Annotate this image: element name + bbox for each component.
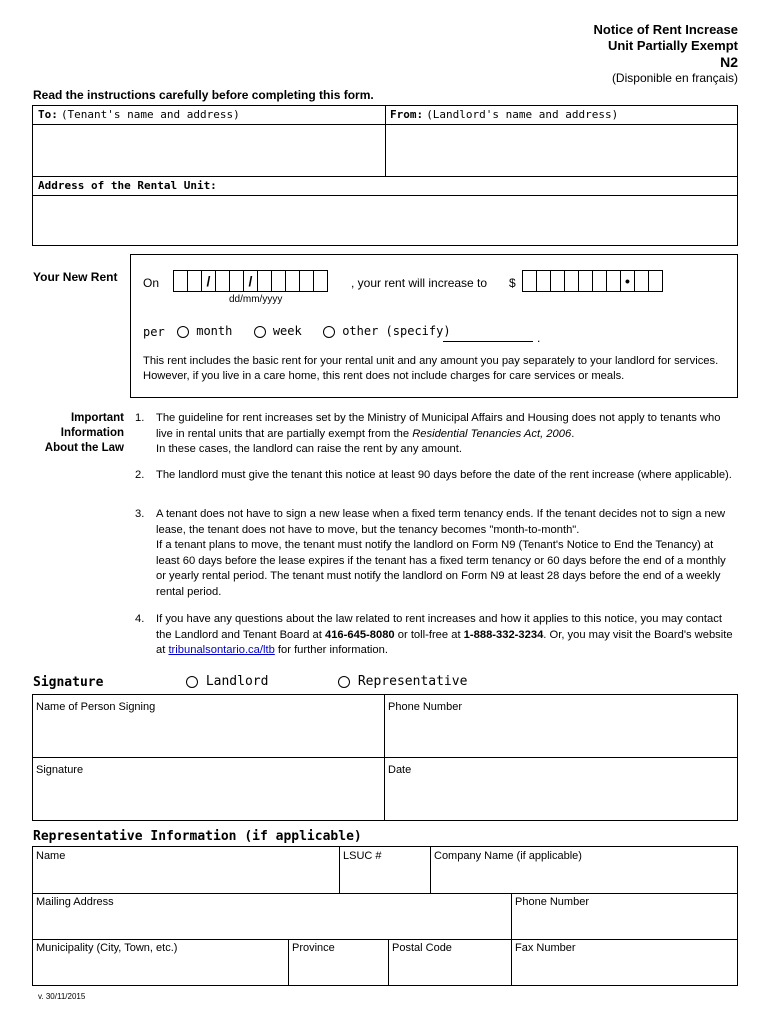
- form-header: [594, 22, 739, 86]
- signature-box: [32, 694, 738, 821]
- fax-input[interactable]: [513, 956, 735, 983]
- to-label: To: (Tenant's name and address): [38, 108, 240, 121]
- rep-name-input[interactable]: [34, 864, 337, 891]
- rent-note: This rent includes the basic rent for your rental unit and any amount you pay separately to your landlord for services. However, if you live in a care home, this rent does not include charges for care services or meals.: [143, 355, 719, 382]
- province-label: Province: [292, 942, 335, 954]
- landlord-radio[interactable]: [186, 676, 198, 688]
- rental-address-label: Address of the Rental Unit:: [38, 179, 217, 192]
- name-signing-input[interactable]: [34, 715, 382, 755]
- name-signing-label: Name of Person Signing: [36, 701, 156, 713]
- postal-input[interactable]: [390, 956, 509, 983]
- form-title: Notice of Rent Increase: [593, 22, 738, 37]
- form-subtitle: Unit Partially Exempt: [607, 38, 738, 53]
- instructions: Read the instructions carefully before completing this form.: [33, 88, 374, 102]
- company-label: Company Name (if applicable): [434, 850, 582, 862]
- company-input[interactable]: [432, 864, 735, 891]
- info-item-2: 2. The landlord must give the tenant this notice at least 90 days before the date of the rent increase (where applicable).: [135, 469, 732, 481]
- municipality-input[interactable]: [34, 956, 286, 983]
- to-from-box: [32, 105, 738, 177]
- rep-info-title: Representative Information (if applicable): [33, 829, 362, 844]
- info-item-1: 1. The guideline for rent increases set by the Ministry of Municipal Affairs and Housing does not apply to tenants who live in rental units that are partially exempt from the Residential Tenancies Act, 2006. In these cases, the landlord can raise the rent by any amount.: [135, 412, 721, 455]
- representative-radio[interactable]: [338, 676, 350, 688]
- period-options: month week other (specify): [177, 324, 451, 338]
- increase-text: , your rent will increase to: [351, 276, 488, 290]
- fax-label: Fax Number: [515, 942, 576, 954]
- form-code: N2: [720, 54, 738, 70]
- representative-option: Representative: [338, 674, 467, 689]
- info-item-3: 3. A tenant does not have to sign a new lease when a fixed term tenancy ends. If the tenant decides not to sign a new lease, the tenant does not have to move, but the tenancy becomes "month-to-month". If a tenant plans to move, the tenant must notify the landlord on Form N9 (Tenant's Notice to End the Tenancy) at least 60 days before the lease expires if the tenant has a fixed term tenancy or 60 days before the end of a monthly or yearly rental period. The tenant must notify the landlord on Form N9 at least 28 days before the end of a weekly rental period.: [135, 508, 726, 598]
- municipality-label: Municipality (City, Town, etc.): [36, 942, 178, 954]
- signature-title: Signature: [33, 675, 104, 690]
- per-label: per: [143, 325, 165, 339]
- on-label: On: [143, 276, 160, 290]
- new-rent-box: [130, 254, 738, 398]
- to-input[interactable]: [34, 125, 384, 175]
- info-item-4: 4. If you have any questions about the law related to rent increases and how it applies to this notice, you may contact the Landlord and Tenant Board at 416-645-8080 or toll-free at 1-888-332-3234. Or, you may visit the Board's website at tribunalsontario.ca/ltb for further information.: [135, 613, 733, 656]
- mailing-label: Mailing Address: [36, 896, 114, 908]
- mailing-input[interactable]: [34, 910, 509, 937]
- rent-amount-field[interactable]: [522, 270, 663, 292]
- landlord-option: Landlord: [186, 674, 268, 689]
- other-specify-input[interactable]: [443, 341, 533, 342]
- period-end: .: [537, 331, 541, 345]
- french-note: (Disponible en français): [611, 71, 738, 85]
- rep-phone-input[interactable]: [513, 910, 735, 937]
- rep-phone-label: Phone Number: [515, 896, 589, 908]
- new-rent-label: Your New Rent: [33, 270, 118, 284]
- rep-info-box: [32, 846, 738, 986]
- phone-label: Phone Number: [388, 701, 462, 713]
- important-label: Important Information About the Law: [44, 412, 124, 454]
- lsuc-label: LSUC #: [343, 850, 382, 862]
- rental-address-input[interactable]: [34, 196, 736, 244]
- date-field[interactable]: [173, 270, 328, 292]
- week-radio[interactable]: [254, 326, 266, 338]
- from-label: From: (Landlord's name and address): [390, 108, 619, 121]
- rental-address-box: [32, 176, 738, 246]
- postal-label: Postal Code: [392, 942, 452, 954]
- date-sep-1: /: [201, 270, 216, 292]
- ltb-website-link[interactable]: tribunalsontario.ca/ltb: [168, 644, 275, 656]
- date-sep-2: /: [243, 270, 258, 292]
- dollar-sign: $: [509, 276, 516, 290]
- signature-label: Signature: [36, 764, 84, 776]
- date-label: Date: [388, 764, 412, 776]
- phone-input[interactable]: [386, 715, 736, 755]
- signature-input[interactable]: [34, 778, 382, 818]
- province-input[interactable]: [290, 956, 386, 983]
- date-hint: dd/mm/yyyy: [229, 294, 283, 305]
- from-input[interactable]: [387, 125, 737, 175]
- lsuc-input[interactable]: [341, 864, 428, 891]
- decimal-point: •: [620, 270, 635, 292]
- date-input[interactable]: [386, 778, 736, 818]
- month-radio[interactable]: [177, 326, 189, 338]
- rep-name-label: Name: [36, 850, 66, 862]
- other-radio[interactable]: [323, 326, 335, 338]
- version-label: v. 30/11/2015: [38, 992, 86, 1001]
